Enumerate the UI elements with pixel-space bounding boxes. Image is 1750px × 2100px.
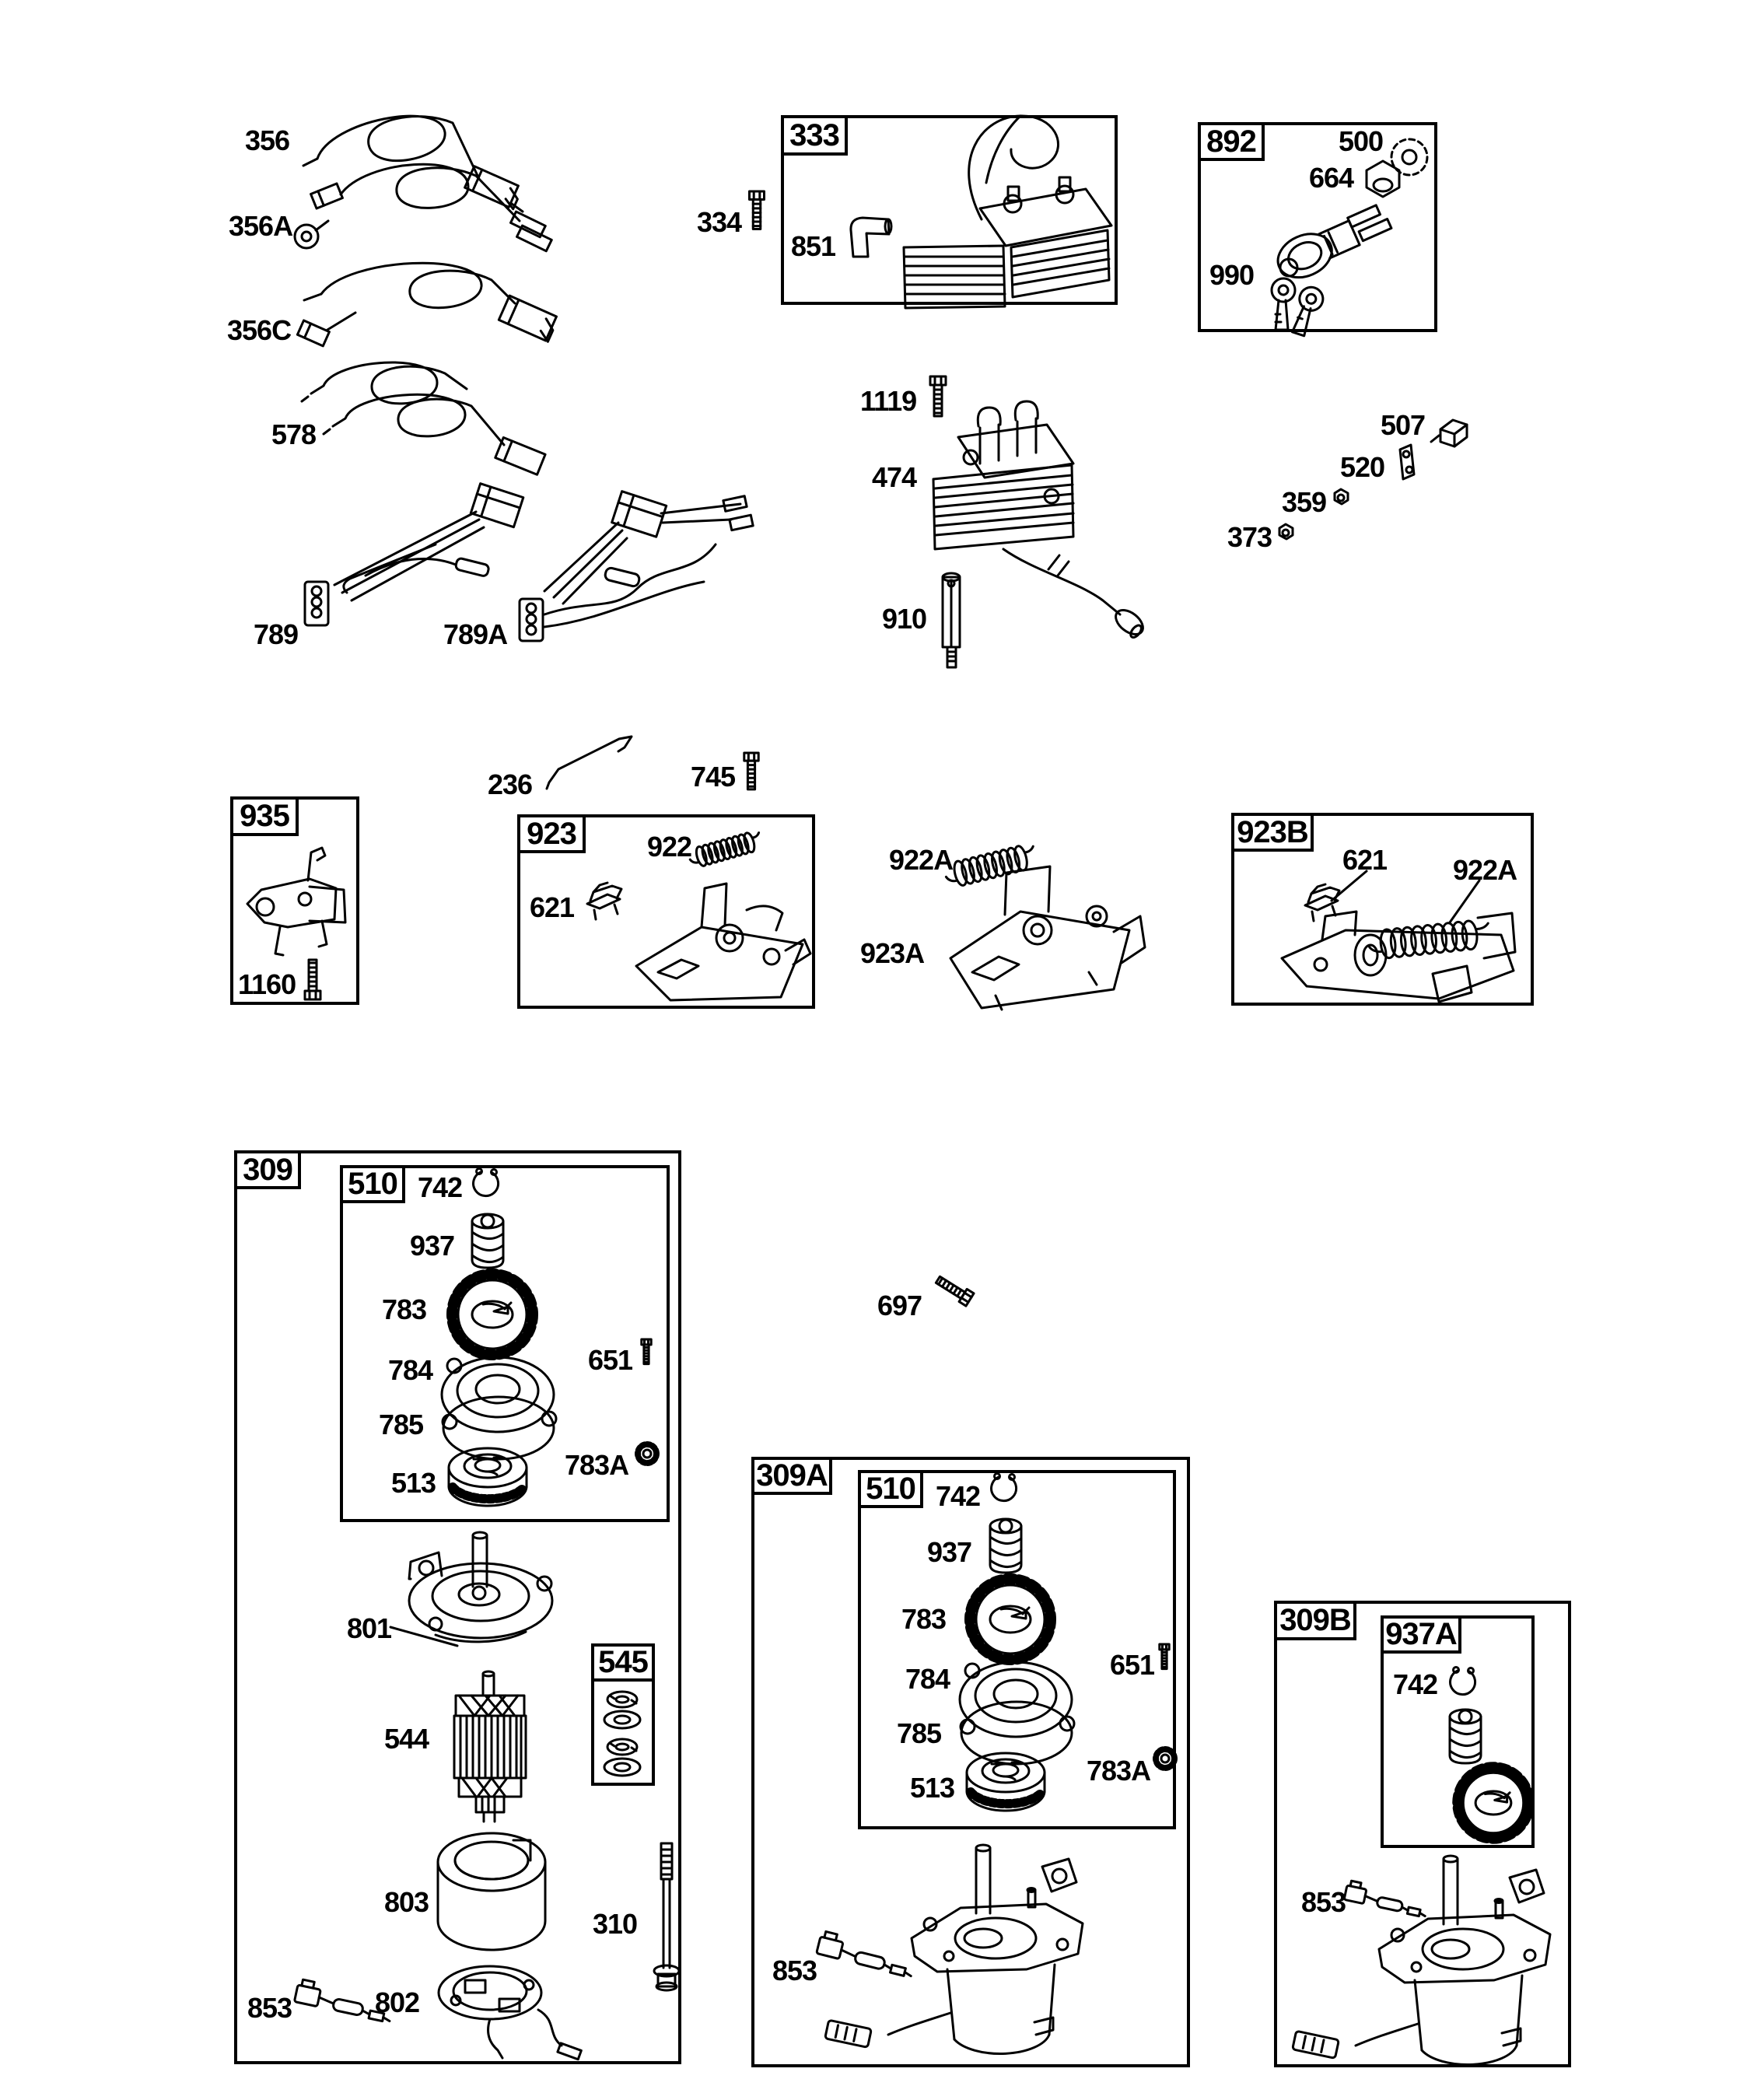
nut-359 bbox=[1335, 489, 1348, 504]
terminal-standoff-910 bbox=[943, 573, 960, 667]
box-545-header: 545 bbox=[591, 1643, 655, 1682]
part-label-783-a: 783 bbox=[901, 1603, 947, 1635]
nut-373 bbox=[1279, 524, 1293, 539]
part-label-373: 373 bbox=[1227, 521, 1272, 553]
part-label-784-a: 784 bbox=[905, 1663, 950, 1695]
part-label-745: 745 bbox=[691, 761, 736, 793]
part-label-851: 851 bbox=[791, 230, 836, 262]
box-510-header: 510 bbox=[340, 1165, 405, 1203]
part-label-853: 853 bbox=[247, 1992, 292, 2024]
part-label-785-a: 785 bbox=[897, 1717, 942, 1749]
box-935-header: 935 bbox=[230, 796, 299, 836]
part-label-783A: 783A bbox=[565, 1449, 629, 1481]
bolt-1119 bbox=[930, 376, 946, 416]
screw-745 bbox=[744, 753, 758, 789]
part-label-1160: 1160 bbox=[238, 968, 296, 1000]
bolt-334 bbox=[750, 191, 765, 229]
box-309A-header: 309A bbox=[751, 1457, 832, 1495]
part-label-784: 784 bbox=[388, 1354, 433, 1386]
box-923B-header: 923B bbox=[1231, 813, 1314, 852]
part-label-990: 990 bbox=[1209, 259, 1255, 291]
part-label-853-b: 853 bbox=[1301, 1886, 1346, 1918]
part-label-922: 922 bbox=[647, 831, 692, 863]
part-label-923A: 923A bbox=[860, 937, 925, 969]
box-333 bbox=[781, 115, 1118, 305]
part-label-937-a: 937 bbox=[927, 1536, 972, 1568]
part-label-356A: 356A bbox=[229, 210, 293, 242]
part-label-359: 359 bbox=[1282, 486, 1327, 518]
part-label-789: 789 bbox=[254, 618, 299, 650]
spring-922A bbox=[943, 842, 1038, 889]
box-892 bbox=[1198, 122, 1437, 332]
part-label-474: 474 bbox=[872, 461, 917, 493]
wire-assembly-356C bbox=[297, 263, 558, 346]
box-937A bbox=[1381, 1615, 1535, 1848]
part-label-621-b: 621 bbox=[1342, 844, 1388, 876]
box-333-header: 333 bbox=[781, 115, 848, 156]
part-label-520: 520 bbox=[1340, 451, 1385, 483]
part-label-742-b: 742 bbox=[1393, 1668, 1438, 1700]
box-892-header: 892 bbox=[1198, 122, 1265, 161]
part-label-802: 802 bbox=[375, 1986, 420, 2018]
bolt-697 bbox=[934, 1273, 974, 1306]
part-label-310: 310 bbox=[593, 1908, 638, 1940]
part-label-789A: 789A bbox=[443, 618, 508, 650]
box-309-header: 309 bbox=[234, 1150, 301, 1189]
part-label-500: 500 bbox=[1339, 125, 1384, 157]
part-label-783: 783 bbox=[382, 1293, 427, 1325]
part-label-334: 334 bbox=[697, 206, 742, 238]
wire-assembly-578 bbox=[302, 362, 545, 474]
box-545 bbox=[591, 1643, 655, 1786]
box-309B-header: 309B bbox=[1274, 1601, 1356, 1640]
part-label-664: 664 bbox=[1309, 162, 1354, 194]
part-label-621: 621 bbox=[530, 891, 575, 923]
part-label-651: 651 bbox=[588, 1344, 633, 1376]
part-label-356: 356 bbox=[245, 124, 290, 156]
switch-507 bbox=[1431, 420, 1467, 446]
governor-link-236 bbox=[547, 737, 632, 789]
part-label-651-a: 651 bbox=[1110, 1649, 1155, 1681]
part-label-801: 801 bbox=[347, 1612, 392, 1644]
part-label-937: 937 bbox=[410, 1230, 455, 1262]
box-923B bbox=[1231, 813, 1534, 1006]
part-label-853-a: 853 bbox=[772, 1955, 817, 1986]
harness-789A bbox=[520, 492, 753, 641]
part-label-513: 513 bbox=[391, 1467, 436, 1499]
part-label-544: 544 bbox=[384, 1723, 429, 1755]
part-label-507: 507 bbox=[1381, 409, 1426, 441]
harness-789 bbox=[305, 484, 523, 625]
box-510A-header: 510 bbox=[858, 1470, 923, 1508]
part-label-356C: 356C bbox=[227, 314, 292, 346]
part-label-742: 742 bbox=[418, 1171, 463, 1203]
part-label-785: 785 bbox=[379, 1409, 424, 1440]
control-bracket-923A bbox=[950, 866, 1145, 1010]
part-label-742-a: 742 bbox=[936, 1480, 981, 1512]
part-label-1119: 1119 bbox=[860, 385, 917, 417]
part-label-578: 578 bbox=[271, 418, 317, 450]
part-label-236: 236 bbox=[488, 768, 533, 800]
clip-520 bbox=[1400, 445, 1414, 479]
part-label-803: 803 bbox=[384, 1886, 429, 1918]
part-label-922A-b: 922A bbox=[1453, 854, 1517, 886]
part-label-910: 910 bbox=[882, 603, 927, 635]
box-923-header: 923 bbox=[517, 814, 586, 853]
part-label-697: 697 bbox=[877, 1290, 922, 1321]
box-937A-header: 937A bbox=[1381, 1615, 1461, 1654]
part-label-513-a: 513 bbox=[910, 1772, 955, 1804]
part-label-922A: 922A bbox=[889, 844, 954, 876]
ignition-armature-474 bbox=[933, 401, 1147, 640]
part-label-783A-a: 783A bbox=[1087, 1755, 1151, 1787]
